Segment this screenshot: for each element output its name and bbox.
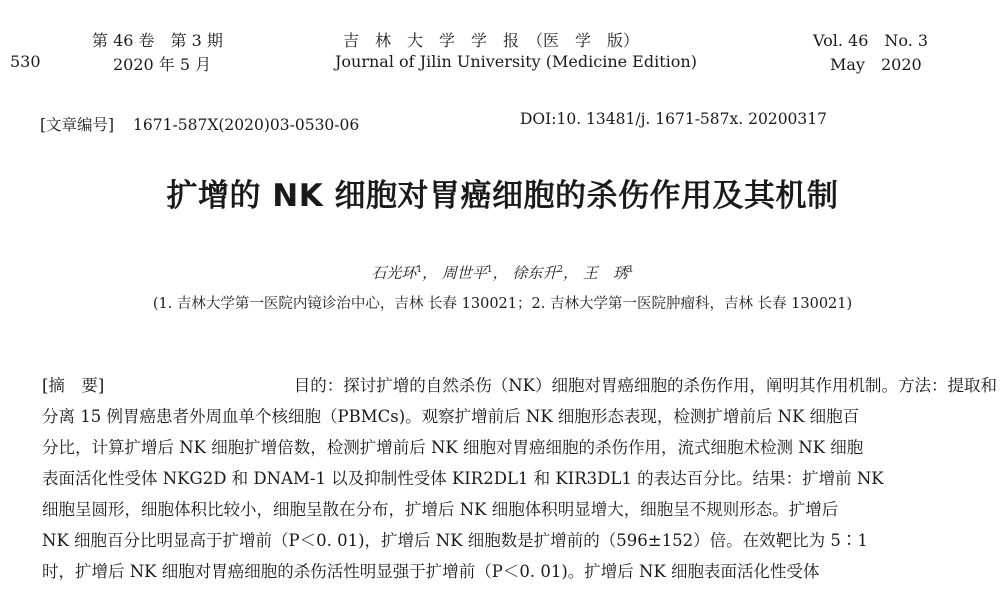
abstract-line: 细胞呈圆形，细胞体积比较小，细胞呈散在分布，扩增后 NK 细胞体积明显增大，细胞呈不规则形态。扩增后 bbox=[42, 500, 839, 519]
abstract-line: 分离 15 例胃癌患者外周血单个核细胞（PBMCs)。观察扩增前后 NK 细胞形态表现，检测扩增前后 NK 细胞百 bbox=[42, 407, 860, 426]
journal-cn: 吉 林 大 学 学 报 （医 学 版） bbox=[343, 31, 640, 50]
article-id-label: [文章编号] bbox=[40, 116, 115, 134]
journal-en: Journal of Jilin University (Medicine Edition) bbox=[335, 52, 697, 71]
author: 石光环$^1$ bbox=[371, 264, 423, 282]
abstract-text: 目的：探讨扩增的自然杀伤（NK）细胞对胃癌细胞的杀伤作用，阐明其作用机制。方法：提取和 bbox=[293, 376, 997, 395]
article-id bbox=[40, 113, 359, 135]
abstract-label: [摘 要] bbox=[42, 376, 105, 395]
author-list: 石光环$^1$， 周世平$^1$， 徐东升$^2$， 王 琇$^1$ bbox=[371, 264, 634, 282]
author: 王 琇$^1$ bbox=[582, 264, 634, 282]
abstract-line: 表面活化性受体 NKG2D 和 DNAM-1 以及抑制性受体 KIR2DL1 和 KIR3DL1 的表达百分比。结果：扩增前 NK bbox=[42, 469, 884, 488]
article-id-value: 1671-587Ⅹ(2020)03-0530-06 bbox=[133, 116, 360, 134]
abstract bbox=[42, 370, 997, 587]
page-number: 530 bbox=[10, 52, 41, 71]
abstract-line bbox=[42, 370, 997, 401]
paper-title: 扩增的 NK 细胞对胃癌细胞的杀伤作用及其机制 bbox=[166, 178, 839, 214]
author: 徐东升$^2$ bbox=[512, 264, 564, 282]
doi: DOI:10. 13481/j. 1671-587x. 20200317 bbox=[520, 110, 828, 128]
affiliations: (1. 吉林大学第一医院内镜诊治中心，吉林 长春 130021；2. 吉林大学第一医院肿瘤科，吉林 长春 130021) bbox=[152, 296, 853, 312]
date-cn: 2020 年 5 月 bbox=[113, 55, 212, 74]
date-en: May 2020 bbox=[830, 55, 922, 74]
author: 周世平$^1$ bbox=[441, 264, 493, 282]
abstract-line: NK 细胞百分比明显高于扩增前（P＜0. 01)，扩增后 NK 细胞数是扩增前的（596±152）倍。在效靶比为 5∶1 bbox=[42, 531, 868, 550]
abstract-line: 分比，计算扩增后 NK 细胞扩增倍数，检测扩增前后 NK 细胞对胃癌细胞的杀伤作用，流式细胞术检测 NK 细胞 bbox=[42, 438, 864, 457]
abstract-line: 时，扩增后 NK 细胞对胃癌细胞的杀伤活性明显强于扩增前（P＜0. 01)。扩增后 NK 细胞表面活化性受体 bbox=[42, 562, 820, 581]
issue-cn: 第 46 卷 第 3 期 bbox=[92, 31, 223, 50]
issue-en: Vol. 46 No. 3 bbox=[813, 31, 929, 50]
